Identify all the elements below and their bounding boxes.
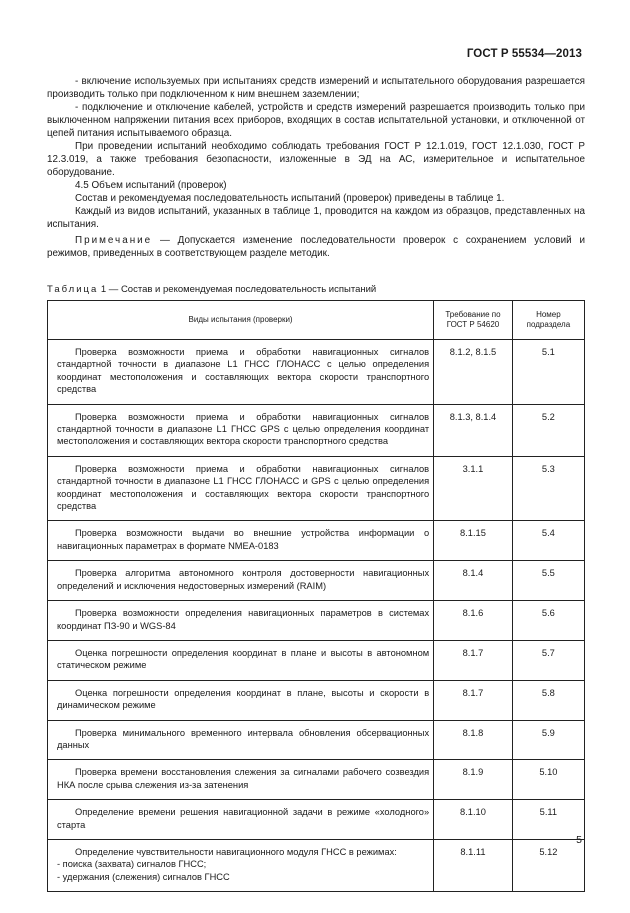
paragraph: - включение используемых при испытаниях средств измерений и испытательного оборудования разрешается производить только при подключенном к ним внешнем заземлении; xyxy=(47,76,585,100)
tests-table xyxy=(47,300,585,892)
table-row xyxy=(48,800,585,840)
test-name: Проверка возможности приема и обработки навигационных сигналов стандартной точности в диапазоне L1 ГНСС GPS с целью определения координат местоположения и составляющих вектора скорости транспортного средства xyxy=(57,411,430,447)
requirement-cell: 8.1.15 xyxy=(434,521,513,561)
paragraph: Состав и рекомендуемая последовательность испытаний (проверок) приведены в таблице 1. xyxy=(75,193,505,204)
test-name-cell xyxy=(48,720,434,760)
test-name-cell xyxy=(48,760,434,800)
header-section: Номер подраздела xyxy=(512,301,584,340)
note xyxy=(47,234,585,260)
requirement-cell: 8.1.7 xyxy=(434,640,513,680)
document-body xyxy=(47,75,585,260)
paragraph: Каждый из видов испытаний, указанных в таблице 1, проводится на каждом из образцов, представленных на испытания. xyxy=(47,206,585,230)
table-body xyxy=(48,340,585,892)
test-name: Проверка возможности приема и обработки навигационных сигналов стандартной точности в диапазоне L1 ГНСС ГЛОНАСС и GPS с целью определения координат местоположения и составляющих вектора скорости транспортного средства xyxy=(57,463,430,512)
test-name: Определение времени решения навигационной задачи в режиме «холодного» старта xyxy=(57,807,430,830)
test-name-cell xyxy=(48,404,434,456)
note-label: Примечание xyxy=(75,235,153,246)
section-cell: 5.10 xyxy=(512,760,584,800)
section-cell: 5.9 xyxy=(512,720,584,760)
paragraph: - подключение и отключение кабелей, устройств и средств измерений разрешается производить только при выключенном напряжении питания всех приборов, входящих в состав испытательной установки, и отключенной от цепей питания испытываемого образца. xyxy=(47,102,585,139)
requirement-cell: 8.1.2, 8.1.5 xyxy=(434,340,513,405)
test-sub-item: - поиска (захвата) сигналов ГНСС; xyxy=(57,859,207,870)
test-name: Определение чувствительности навигационного модуля ГНСС в режимах: xyxy=(75,846,397,857)
table-row xyxy=(48,720,585,760)
test-name: Проверка минимального временного интервала обновления обсервационных данных xyxy=(57,727,430,750)
requirement-cell: 8.1.7 xyxy=(434,680,513,720)
test-name: Проверка алгоритма автономного контроля достоверности навигационных определений и исключения недостоверных измерений (RAIM) xyxy=(57,568,430,591)
section-cell: 5.4 xyxy=(512,521,584,561)
table-row xyxy=(48,760,585,800)
section-cell: 5.12 xyxy=(512,839,584,891)
page-number: 5 xyxy=(576,834,582,846)
requirement-cell: 8.1.3, 8.1.4 xyxy=(434,404,513,456)
requirement-cell: 8.1.4 xyxy=(434,561,513,601)
table-caption xyxy=(47,284,585,295)
table-caption-word: Таблица xyxy=(47,284,99,295)
test-name-cell xyxy=(48,521,434,561)
requirement-cell: 8.1.9 xyxy=(434,760,513,800)
requirement-cell: 3.1.1 xyxy=(434,456,513,521)
test-name: Проверка возможности выдачи во внешние устройства информации о навигационных параметрах в формате NMEA-0183 xyxy=(57,528,430,551)
section-cell: 5.8 xyxy=(512,680,584,720)
table-header-row xyxy=(48,301,585,340)
requirement-cell: 8.1.6 xyxy=(434,601,513,641)
table-row xyxy=(48,456,585,521)
test-name-cell xyxy=(48,601,434,641)
test-name-cell xyxy=(48,340,434,405)
section-cell: 5.3 xyxy=(512,456,584,521)
test-sub-item: - удержания (слежения) сигналов ГНСС xyxy=(57,871,230,882)
section-cell: 5.11 xyxy=(512,800,584,840)
header-requirement: Требование по ГОСТ Р 54620 xyxy=(434,301,513,340)
section-cell: 5.1 xyxy=(512,340,584,405)
test-name: Проверка времени восстановления слежения за сигналами рабочего созвездия НКА после срыва слежения из-за затенения xyxy=(57,767,430,790)
note-text: — Допускается изменение последовательности проверок с сохранением условий и режимов, приведенных в соответствующем разделе методик. xyxy=(47,235,585,259)
requirement-cell: 8.1.11 xyxy=(434,839,513,891)
table-row xyxy=(48,839,585,891)
section-cell: 5.2 xyxy=(512,404,584,456)
test-name: Проверка возможности определения навигационных параметров в системах координат ПЗ-90 и WGS-84 xyxy=(57,608,430,631)
test-name-cell xyxy=(48,839,434,891)
table-row xyxy=(48,521,585,561)
document-header: ГОСТ Р 55534—2013 xyxy=(466,48,582,60)
section-cell: 5.5 xyxy=(512,561,584,601)
header-test-types: Виды испытания (проверки) xyxy=(48,301,434,340)
test-name-cell xyxy=(48,561,434,601)
paragraph: При проведении испытаний необходимо соблюдать требования ГОСТ Р 12.1.019, ГОСТ 12.1.030, ГОСТ Р 12.3.019, а также требования безопасности, изложенные в ЭД на АС, измерительное и испытательное оборудование. xyxy=(47,141,585,178)
test-name: Оценка погрешности определения координат в плане и высоты в автономном статическом режиме xyxy=(57,647,430,671)
section-cell: 5.6 xyxy=(512,601,584,641)
test-name-cell xyxy=(48,680,434,720)
test-name: Проверка возможности приема и обработки навигационных сигналов стандартной точности в диапазоне L1 ГНСС ГЛОНАСС с целью определения координат местоположения и составляющих вектора скорости транспортного средства xyxy=(57,347,430,395)
table-row xyxy=(48,680,585,720)
test-name-cell xyxy=(48,800,434,840)
section-cell: 5.7 xyxy=(512,640,584,680)
test-name-cell xyxy=(48,456,434,521)
table-row xyxy=(48,561,585,601)
test-name: Оценка погрешности определения координат в плане, высоты и скорости в динамическом режиме xyxy=(57,687,430,711)
requirement-cell: 8.1.10 xyxy=(434,800,513,840)
section-heading: 4.5 Объем испытаний (проверок) xyxy=(75,180,227,191)
table-row xyxy=(48,404,585,456)
table-row xyxy=(48,601,585,641)
test-name-cell xyxy=(48,640,434,680)
table-row xyxy=(48,340,585,405)
table-row xyxy=(48,640,585,680)
table-caption-text: 1 — Состав и рекомендуемая последовательность испытаний xyxy=(98,284,377,295)
requirement-cell: 8.1.8 xyxy=(434,720,513,760)
